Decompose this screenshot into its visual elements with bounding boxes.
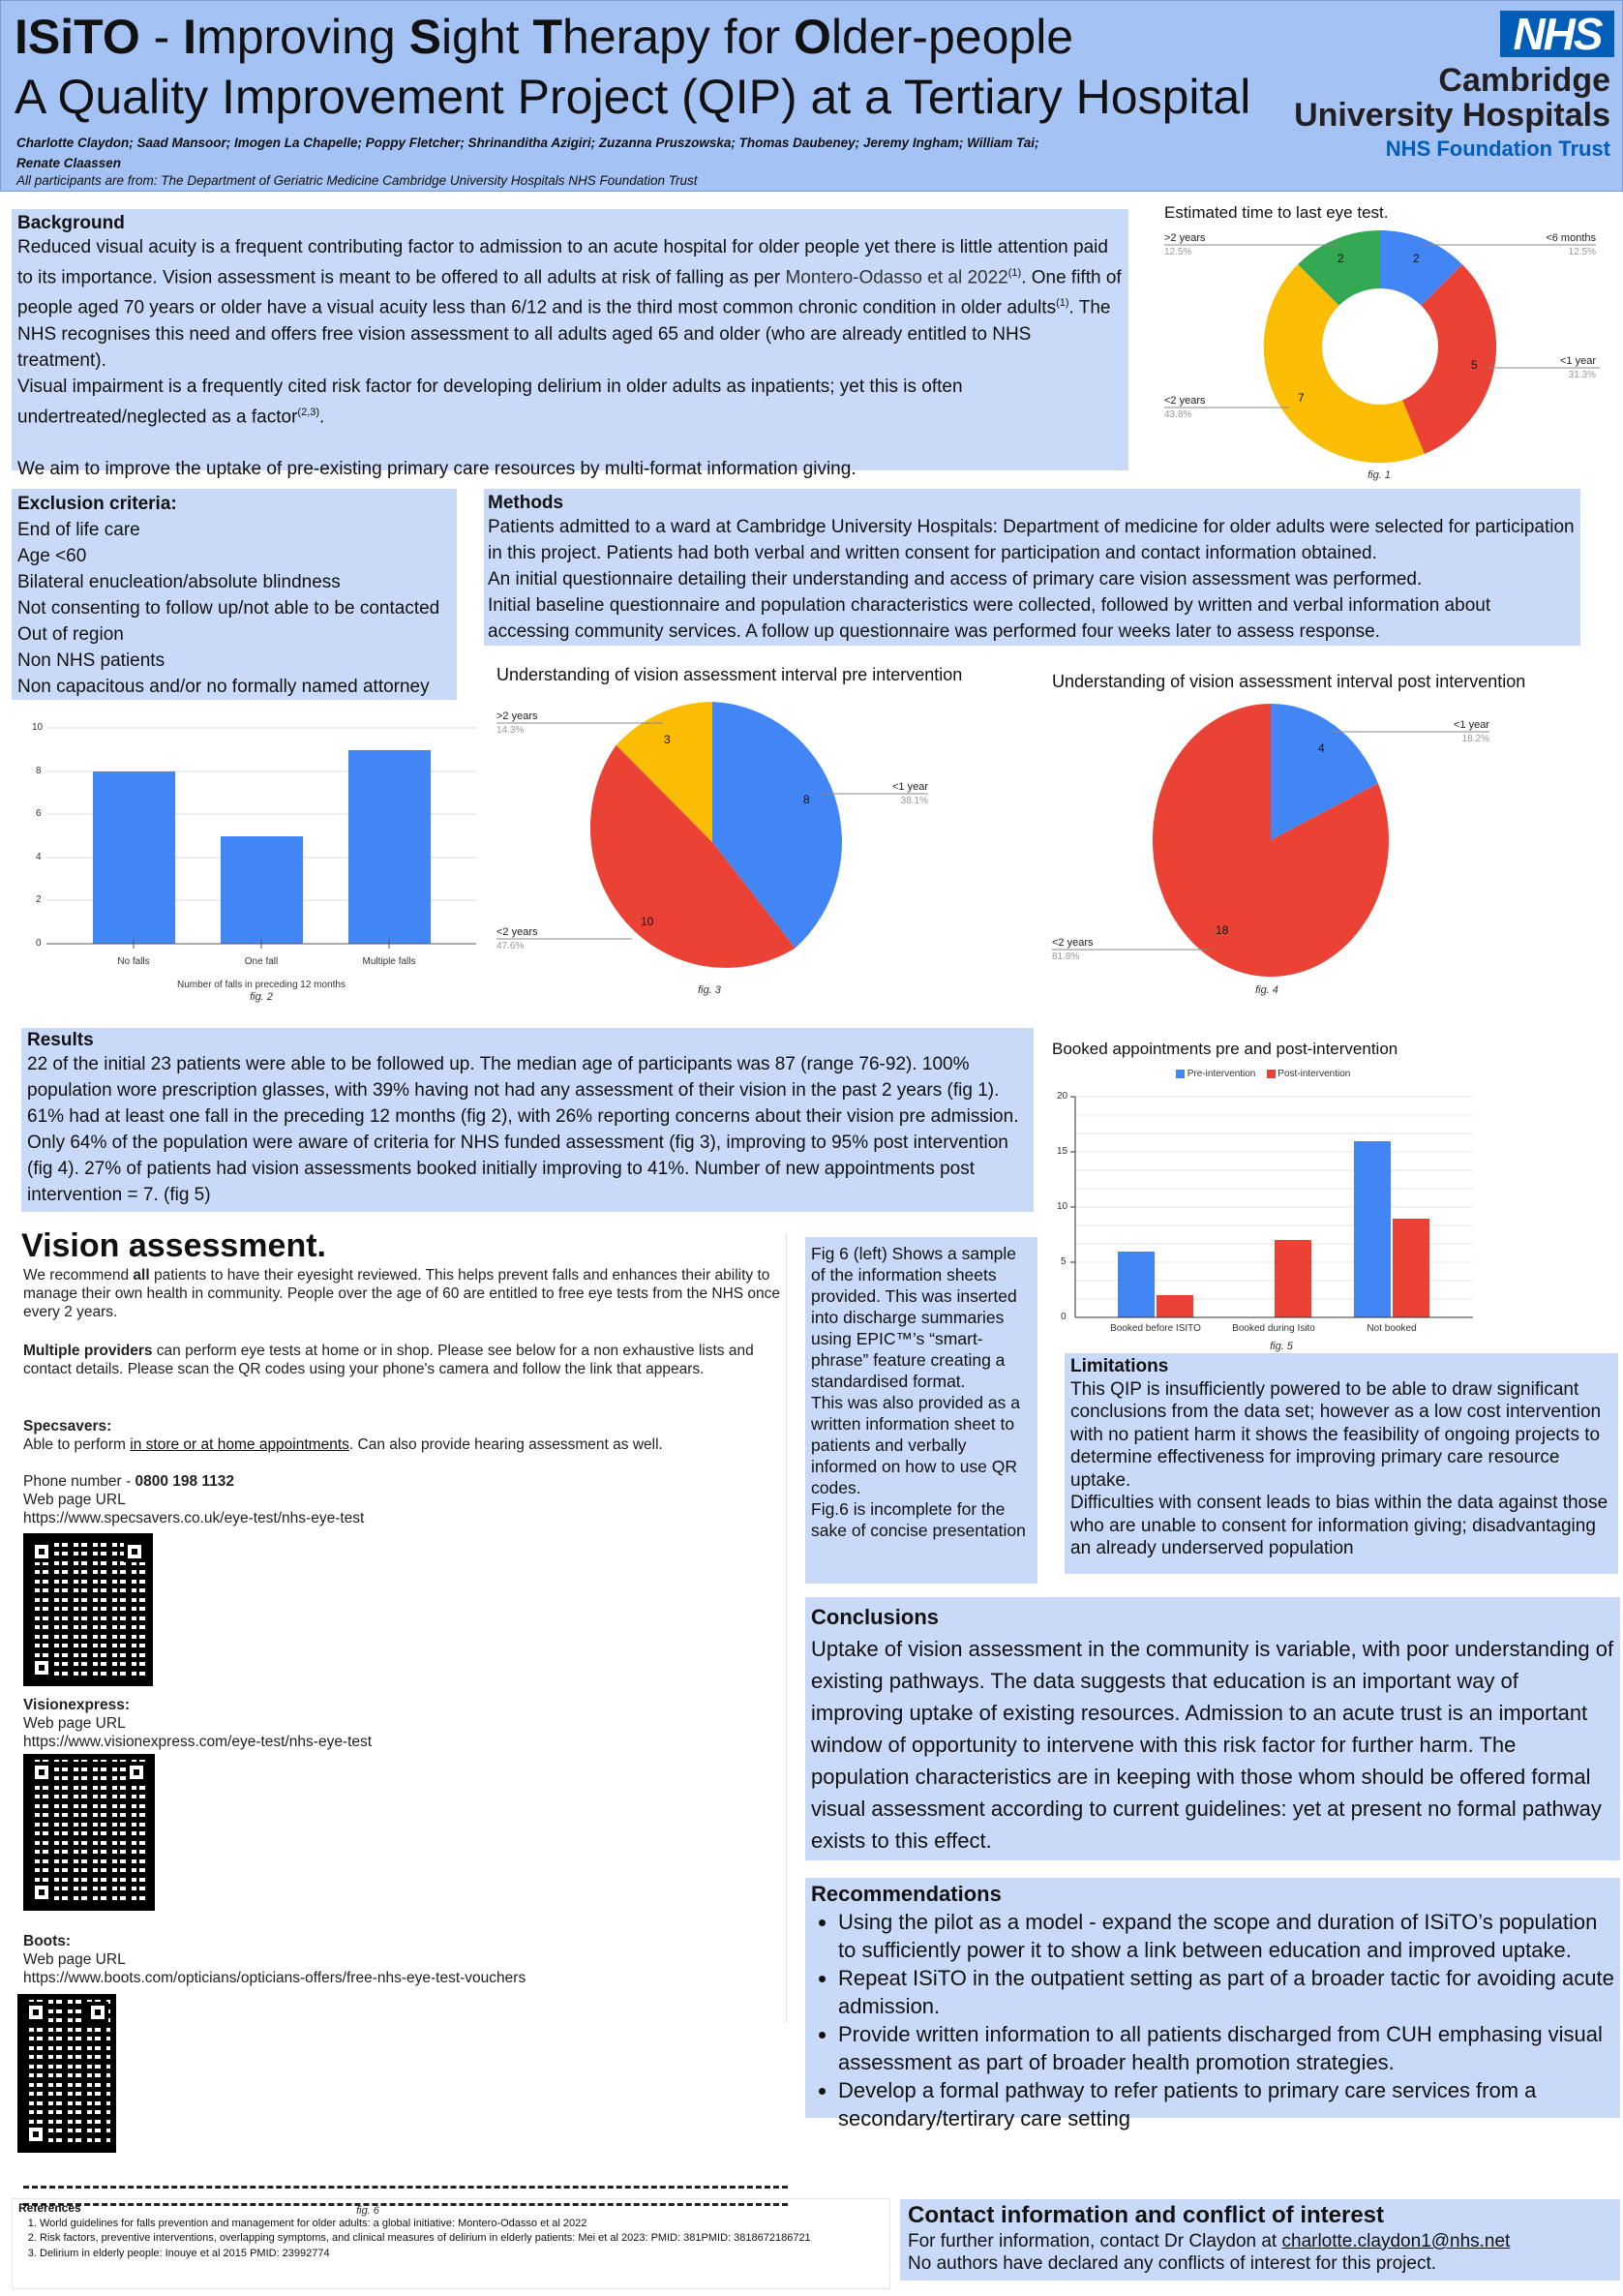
section-heading: Conclusions bbox=[811, 1605, 940, 1629]
recommendation-item: • Develop a formal pathway to refer patients to primary care services from a secondary/tertirary care setting bbox=[838, 2076, 1614, 2132]
figure-3-pie-chart: Understanding of vision assessment interval pre intervention >2 years 14.3% <1 year 38.1% <2 years 47.6% 3 8 10 fig. 3 bbox=[474, 653, 1045, 1007]
section-heading: Background bbox=[17, 213, 125, 233]
section-heading: Exclusion criteria: bbox=[17, 494, 177, 514]
exclusion-criteria-section bbox=[12, 489, 457, 700]
boots-qr-code[interactable] bbox=[17, 1994, 116, 2153]
references-section bbox=[12, 2198, 890, 2289]
phone-number: 0800 198 1132 bbox=[135, 1473, 235, 1490]
poster-title-line2: A Quality Improvement Project (QIP) at a Tertiary Hospital bbox=[15, 70, 1251, 124]
visionexpress-url[interactable]: https://www.visionexpress.com/eye-test/nhs-eye-test bbox=[23, 1734, 373, 1750]
section-heading: Methods bbox=[488, 493, 564, 513]
provider-specsavers: Specsavers: Able to perform in store or at home appointments. Can also provide hearing assessment as well. Phone number - 0800 198 1132 Web page URL https://www.specsavers.co.uk/eye-test/nhs-eye-test bbox=[23, 1418, 663, 1526]
pie-chart-svg bbox=[474, 653, 1045, 1007]
figure-1-donut-chart: Estimated time to last eye test. >2 years 12.5% <6 months 12.5% <1 year 31.3% <2 years 43.8% 2 2 5 7 fig. 1 bbox=[1142, 194, 1623, 484]
recommendation-item: • Provide written information to all patients discharged from CUH emphasing visual assessment as part of broader health promotion strategies. bbox=[838, 2020, 1614, 2076]
exclusion-item: Age <60 bbox=[17, 546, 87, 566]
visionexpress-qr-code[interactable] bbox=[23, 1754, 155, 1911]
contact-section bbox=[900, 2199, 1620, 2281]
chart-legend: Pre-intervention Post-intervention bbox=[1176, 1069, 1350, 1079]
poster-title-line1: ISiTO - Improving Sight Therapy for Older-people bbox=[15, 10, 1074, 64]
exclusion-item: Not consenting to follow up/not able to be contacted bbox=[17, 598, 440, 619]
conclusions-section bbox=[805, 1597, 1620, 1860]
section-heading: References bbox=[18, 2201, 81, 2215]
figure-6-note: Fig 6 (left) Shows a sample of the information sheets provided. This was inserted into discharge summaries using EPIC™’s “smart-phrase” feature creating a standardised format. This was also provided as a written information sheet to patients and verbally informed on how to use QR codes. Fig.6 is incomplete for the sake of concise presentation bbox=[805, 1237, 1037, 1584]
pie-chart-svg bbox=[1036, 658, 1623, 1007]
chart-title: Understanding of vision assessment interval post intervention bbox=[1052, 672, 1526, 691]
citation: Montero-Odasso et al 2022 bbox=[785, 267, 1008, 288]
limitations-text: This QIP is insufficiently powered to be able to draw significant conclusions from the data set; however as a low cost intervention with no patient harm it shows the feasibility of ongoing projects to determine effectiveness for improving primary care resource uptake. Difficulties with consent leads to bias within the data against those who are unable to consent for information giving; disadvantaging an already underserved population bbox=[1070, 1378, 1608, 1558]
section-heading: Recommendations bbox=[811, 1882, 1002, 1906]
exclusion-item: Bilateral enucleation/absolute blindness bbox=[17, 572, 341, 592]
provider-name: Boots: bbox=[23, 1933, 72, 1949]
reference-item: 1. World guidelines for falls prevention and management for older adults: a global initiative: Montero-Odasso et al 2022 bbox=[40, 2217, 884, 2232]
info-sheet-title: Vision assessment. bbox=[21, 1227, 326, 1264]
conflict-statement: No authors have declared any conflicts of interest for this project. bbox=[908, 2253, 1436, 2274]
poster-header bbox=[0, 0, 1623, 192]
org-name-line1: Cambridge bbox=[1438, 62, 1610, 99]
recommendations-list bbox=[811, 1908, 1614, 2132]
background-section bbox=[12, 209, 1128, 479]
methods-section bbox=[484, 489, 1580, 646]
figure-6-caption: fig. 6 bbox=[356, 2205, 379, 2217]
contact-line: For further information, contact Dr Claydon at charlotte.claydon1@nhs.net bbox=[908, 2231, 1511, 2251]
dashed-divider bbox=[23, 2186, 788, 2189]
appointments-link[interactable]: in store or at home appointments bbox=[130, 1436, 349, 1453]
specsavers-qr-code[interactable] bbox=[23, 1533, 153, 1686]
results-text: 22 of the initial 23 patients were able to be followed up. The median age of participants was 87 (range 76-92). 100% population wore prescription glasses, with 39% having not had any assessment of their vision in the past 2 years (fig 1). 61% had at least one fall in the preceding 12 months (fig 2), with 26% reporting concerns about their vision pre admission. Only 64% of the population were aware of criteria for NHS funded assessment (fig 3), improving to 95% post intervention (fig 4). 27% of patients had vision assessments booked initially improving to 41%. Number of new appointments post intervention = 7. (fig 5) bbox=[27, 1054, 1019, 1205]
info-sheet-providers: Multiple providers can perform eye tests at home or in shop. Please see below for a non exhaustive lists and contact details. Please scan the QR codes using your phone's camera and follow the link that appears. bbox=[23, 1343, 754, 1377]
provider-name: Visionexpress: bbox=[23, 1697, 130, 1713]
section-heading: Limitations bbox=[1070, 1356, 1169, 1376]
chart-title: Estimated time to last eye test. bbox=[1164, 203, 1389, 222]
exclusion-item: Non NHS patients bbox=[17, 650, 165, 671]
provider-visionexpress: Visionexpress: Web page URL https://www.visionexpress.com/eye-test/nhs-eye-test bbox=[23, 1697, 373, 1750]
section-heading: Results bbox=[27, 1030, 94, 1050]
contact-email-link[interactable]: charlotte.claydon1@nhs.net bbox=[1281, 2231, 1511, 2251]
exclusion-item: Non capacitous and/or no formally named attorney bbox=[17, 677, 430, 697]
chart-title: Understanding of vision assessment interval pre intervention bbox=[496, 665, 963, 684]
methods-text: Patients admitted to a ward at Cambridge University Hospitals: Department of medicine for older adults were selected for participation in this project. Patients had both verbal and written consent for participation and contact information obtained. An initial questionnaire detailing their understanding and access of primary care vision assessment was performed. Initial baseline questionnaire and population characteristics were collected, followed by written and verbal information about accessing community services. A follow up questionnaire was performed four weeks later to assess response. bbox=[488, 517, 1575, 642]
reference-item: 3. Delirium in elderly people: Inouye et al 2015 PMID: 23992774 bbox=[40, 2247, 884, 2262]
section-heading: Contact information and conflict of interest bbox=[908, 2202, 1385, 2228]
chart-title: Booked appointments pre and post-intervention bbox=[1052, 1040, 1398, 1058]
conclusions-text: Uptake of vision assessment in the community is variable, with poor understanding of existing pathways. The data suggests that education is an important way of improving uptake of existing resources. Admission to an acute trust is an important window of opportunity to intervene with this risk factor for further harm. The population characteristics are in keeping with those whom should be offered formal visual assessment according to current guidelines: yet at present no formal pathway exists to this effect. bbox=[811, 1637, 1614, 1853]
recommendation-item: • Using the pilot as a model - expand the scope and duration of ISiTO’s population to sufficiently power it to show a link between education and improved uptake. bbox=[838, 1908, 1614, 1964]
specsavers-url[interactable]: https://www.specsavers.co.uk/eye-test/nhs-eye-test bbox=[23, 1510, 365, 1526]
info-sheet-intro: We recommend all patients to have their eyesight reviewed. This helps prevent falls and enhances their ability to manage their own health in community. People over the age of 60 are entitled to free eye tests from the NHS once every 2 years. bbox=[23, 1267, 781, 1320]
limitations-section bbox=[1065, 1353, 1618, 1574]
boots-url[interactable]: https://www.boots.com/opticians/opticians-offers/free-nhs-eye-test-vouchers bbox=[23, 1970, 526, 1986]
results-section bbox=[21, 1028, 1034, 1212]
affiliation: All participants are from: The Department of Geriatric Medicine Cambridge University Hospitals NHS Foundation Trust bbox=[16, 173, 698, 188]
provider-boots: Boots: Web page URL https://www.boots.com/opticians/opticians-offers/free-nhs-eye-test-vouchers bbox=[23, 1933, 526, 1986]
reference-item: 2. Risk factors, preventive interventions, overlapping symptoms, and clinical measures of delirium in elderly patients: Mei et al 2023: PMID: 381PMID: 3818672186721 bbox=[40, 2231, 884, 2247]
org-name-line2: University Hospitals bbox=[1294, 97, 1610, 134]
figure-4-pie-chart: Understanding of vision assessment interval post intervention <1 year 18.2% <2 years 81.8% 4 18 fig. 4 bbox=[1036, 658, 1623, 1007]
recommendations-section bbox=[805, 1878, 1620, 2130]
author-list: Charlotte Claydon; Saad Mansoor; Imogen La Chapelle; Poppy Fletcher; Shrinanditha Azigiri; Zuzanna Pruszowska; Thomas Daubeney; Jeremy Ingham; William Tai; Renate Claassen bbox=[16, 136, 1039, 170]
figure-5-grouped-bar-chart: Booked appointments pre and post-intervention Pre-intervention Post-intervention 20 15 10 5 0 Booked before ISITO Booked during Isito Not booked fig. 5 bbox=[1036, 1026, 1623, 1350]
nhs-logo: NHS bbox=[1500, 11, 1614, 57]
background-text: Reduced visual acuity is a frequent contributing factor to admission to an acute hospital for older people yet there is little attention paid to its importance. Vision assessment is meant to be offered to all adults at risk of falling as per Montero-Odasso et al 2022$^{(1)}$. One fifth of people aged 70 years or older have a visual acuity less than 6/12 and is the third most common chronic condition in older adults$^{(1)}$. The NHS recognises this need and offers free vision assessment to all adults aged 65 and older (who are already entitled to NHS treatment). Visual impairment is a frequently cited risk factor for developing delirium in older adults as inpatients; yet this is often undertreated/neglected as a factor$^{(2,3)}$. We aim to improve the uptake of pre-existing primary care resources by multi-format information giving. bbox=[17, 237, 1122, 479]
org-name-line3: NHS Foundation Trust bbox=[1385, 136, 1610, 161]
figure-2-bar-chart: 10 8 6 4 2 0 No falls One fall Multiple falls Number of falls in preceding 12 months fig. 2 bbox=[0, 707, 484, 1007]
provider-name: Specsavers: bbox=[23, 1418, 112, 1435]
bar-chart-svg bbox=[1036, 1026, 1623, 1350]
references-list bbox=[18, 2217, 884, 2262]
exclusion-item: Out of region bbox=[17, 624, 124, 645]
recommendation-item: • Repeat ISiTO in the outpatient setting as part of a broader tactic for avoiding acute admission. bbox=[838, 1964, 1614, 2020]
exclusion-item: End of life care bbox=[17, 520, 140, 540]
